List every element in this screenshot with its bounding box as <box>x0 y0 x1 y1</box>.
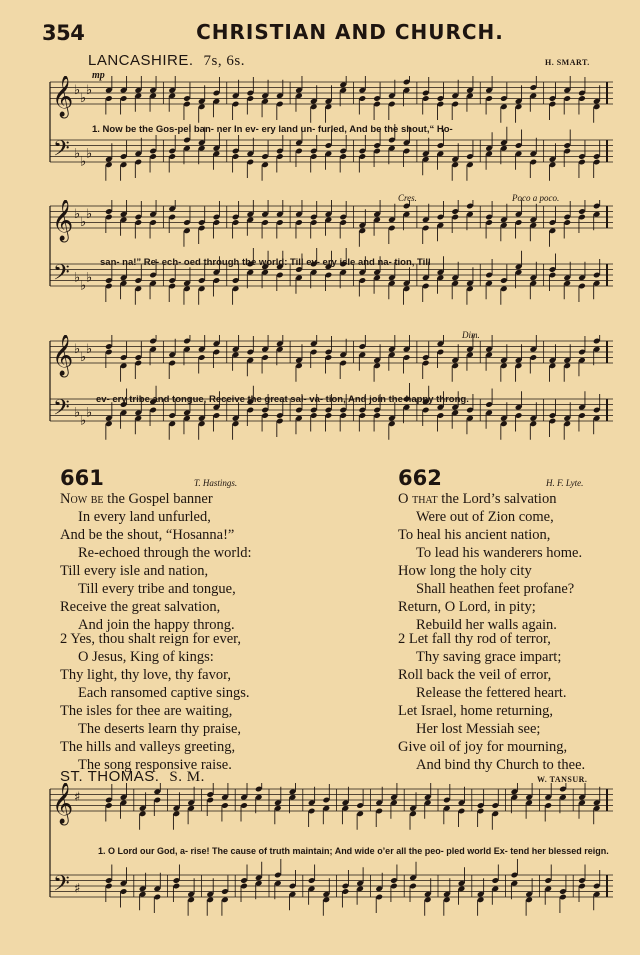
svg-text:♭: ♭ <box>74 270 81 286</box>
verse-line: Give oil of joy for mourning, <box>398 739 568 755</box>
tune-name: LANCASHIRE. <box>88 52 194 69</box>
verse-line: And join the happy throng. <box>78 617 235 633</box>
svg-text:𝄢: 𝄢 <box>53 260 70 291</box>
verse-line: Let Israel, home returning, <box>398 703 554 719</box>
verse-line: Each ransomed captive sings. <box>78 685 250 701</box>
svg-text:𝄞: 𝄞 <box>52 76 74 117</box>
verse-line: The song responsive raise. <box>78 757 232 773</box>
svg-text:♭: ♭ <box>74 342 81 358</box>
tune-title <box>88 52 245 70</box>
lyric-line-1: 1. Now be the Gos-pel ban- ner In ev- ery land un- furled, And be the shout,“ Ho- <box>92 124 453 135</box>
svg-text:♭: ♭ <box>80 154 87 170</box>
svg-text:♭: ♭ <box>86 405 93 421</box>
svg-text:𝄞: 𝄞 <box>52 783 74 824</box>
composer: W. TANSUR. <box>537 775 588 784</box>
verse-line: Were out of Zion come, <box>416 509 554 525</box>
hymn-number: 661 <box>60 466 104 490</box>
composer: H. SMART. <box>545 58 590 67</box>
hymn-verse-2 <box>60 630 250 774</box>
section-title: CHRISTIAN AND CHURCH. <box>196 20 504 44</box>
verse-line: Thy light, thy love, thy favor, <box>60 667 231 683</box>
verse-line: The isles for thee are waiting, <box>60 703 233 719</box>
hymn-662 <box>398 466 638 773</box>
svg-text:♭: ♭ <box>86 270 93 286</box>
verse-line: Thy saving grace impart; <box>416 649 562 665</box>
dynamic-mp: mp <box>92 70 105 81</box>
verse-line: The deserts learn thy praise, <box>78 721 242 737</box>
verse-line: O that the Lord’s salvation <box>398 491 557 507</box>
verse-line: Release the fettered heart. <box>416 685 567 701</box>
tune-meter: 7s, 6s. <box>203 53 245 69</box>
verse-line: To heal his ancient nation, <box>398 527 551 543</box>
verse-line: Till every isle and nation, <box>60 563 209 579</box>
hymn-verse-1 <box>398 490 582 634</box>
verse-line: 2 Yes, thou shalt reign for ever, <box>60 631 242 647</box>
verse-line: O Jesus, King of kings: <box>78 649 214 665</box>
lyric-line-2: san- na!” Re- ech- oed through the world: Till ev- ery isle and na- tion, Till <box>100 257 431 268</box>
verse-line: Roll back the veil of error, <box>398 667 552 683</box>
verse-line: Till every tribe and tongue, <box>78 581 236 597</box>
hymn-verse-1 <box>60 490 252 634</box>
svg-text:𝄞: 𝄞 <box>52 335 74 376</box>
svg-text:♯: ♯ <box>74 881 81 897</box>
verse-line: Receive the great salvation, <box>60 599 221 615</box>
svg-text:♭: ♭ <box>74 146 81 162</box>
hymn-author: T. Hastings. <box>194 478 238 488</box>
svg-text:♭: ♭ <box>74 83 81 99</box>
verse-line: The hills and valleys greeting, <box>60 739 236 755</box>
music-system-4 <box>40 783 615 943</box>
lyric-line-3: ev- ery tribe and tongue, Receive the great sal- va- tion, And join the happy throng. <box>96 394 469 405</box>
svg-text:♭: ♭ <box>86 83 93 99</box>
svg-text:♭: ♭ <box>74 405 81 421</box>
verse-line: Rebuild her walls again. <box>416 617 557 633</box>
verse-line: Now be the Gospel banner <box>60 491 213 507</box>
music-system-1 <box>40 76 615 194</box>
verse-line: Return, O Lord, in pity; <box>398 599 536 615</box>
tune-meter: S. M. <box>169 769 205 785</box>
verse-line: How long the holy city <box>398 563 532 579</box>
svg-text:♭: ♭ <box>80 214 87 230</box>
page-number: 354 <box>42 21 85 45</box>
hymn-number: 662 <box>398 466 442 490</box>
svg-text:♭: ♭ <box>86 207 93 223</box>
svg-text:♭: ♭ <box>80 413 87 429</box>
svg-text:𝄢: 𝄢 <box>53 136 70 167</box>
svg-text:𝄢: 𝄢 <box>53 871 70 902</box>
verse-line: To lead his wanderers home. <box>416 545 583 561</box>
svg-text:♭: ♭ <box>74 207 81 223</box>
hymn-author: H. F. Lyte. <box>546 478 584 488</box>
lyric-line-4: 1. O Lord our God, a- rise! The cause of truth maintain; And wide o’er all the peo- pled world Ex- tend her blessed reign. <box>98 846 609 856</box>
dynamic-dim: Dim. <box>462 330 480 340</box>
dynamic-poco: Poco a poco. <box>512 193 560 203</box>
verse-line: Shall heathen feet profane? <box>416 581 575 597</box>
staff-notation <box>40 783 615 943</box>
verse-line: And be the shout, “Hosanna!” <box>60 527 235 543</box>
tune-name: ST. THOMAS. <box>60 768 160 785</box>
verse-line: Her lost Messiah see; <box>416 721 541 737</box>
verse-line: Re-echoed through the world: <box>78 545 252 561</box>
verse-line: In every land unfurled, <box>78 509 211 525</box>
svg-text:♭: ♭ <box>86 146 93 162</box>
verse-line: 2 Let fall thy rod of terror, <box>398 631 551 647</box>
svg-text:♭: ♭ <box>80 349 87 365</box>
svg-text:♭: ♭ <box>86 342 93 358</box>
svg-text:𝄢: 𝄢 <box>53 395 70 426</box>
dynamic-cres: Cres. <box>398 193 417 203</box>
staff-notation <box>40 76 615 194</box>
svg-text:♭: ♭ <box>80 278 87 294</box>
hymn-661 <box>60 466 340 773</box>
svg-text:𝄞: 𝄞 <box>52 200 74 241</box>
svg-text:♯: ♯ <box>74 790 81 806</box>
svg-text:♭: ♭ <box>80 90 87 106</box>
verse-line: And bind thy Church to thee. <box>416 757 586 773</box>
hymn-verse-2 <box>398 630 585 774</box>
